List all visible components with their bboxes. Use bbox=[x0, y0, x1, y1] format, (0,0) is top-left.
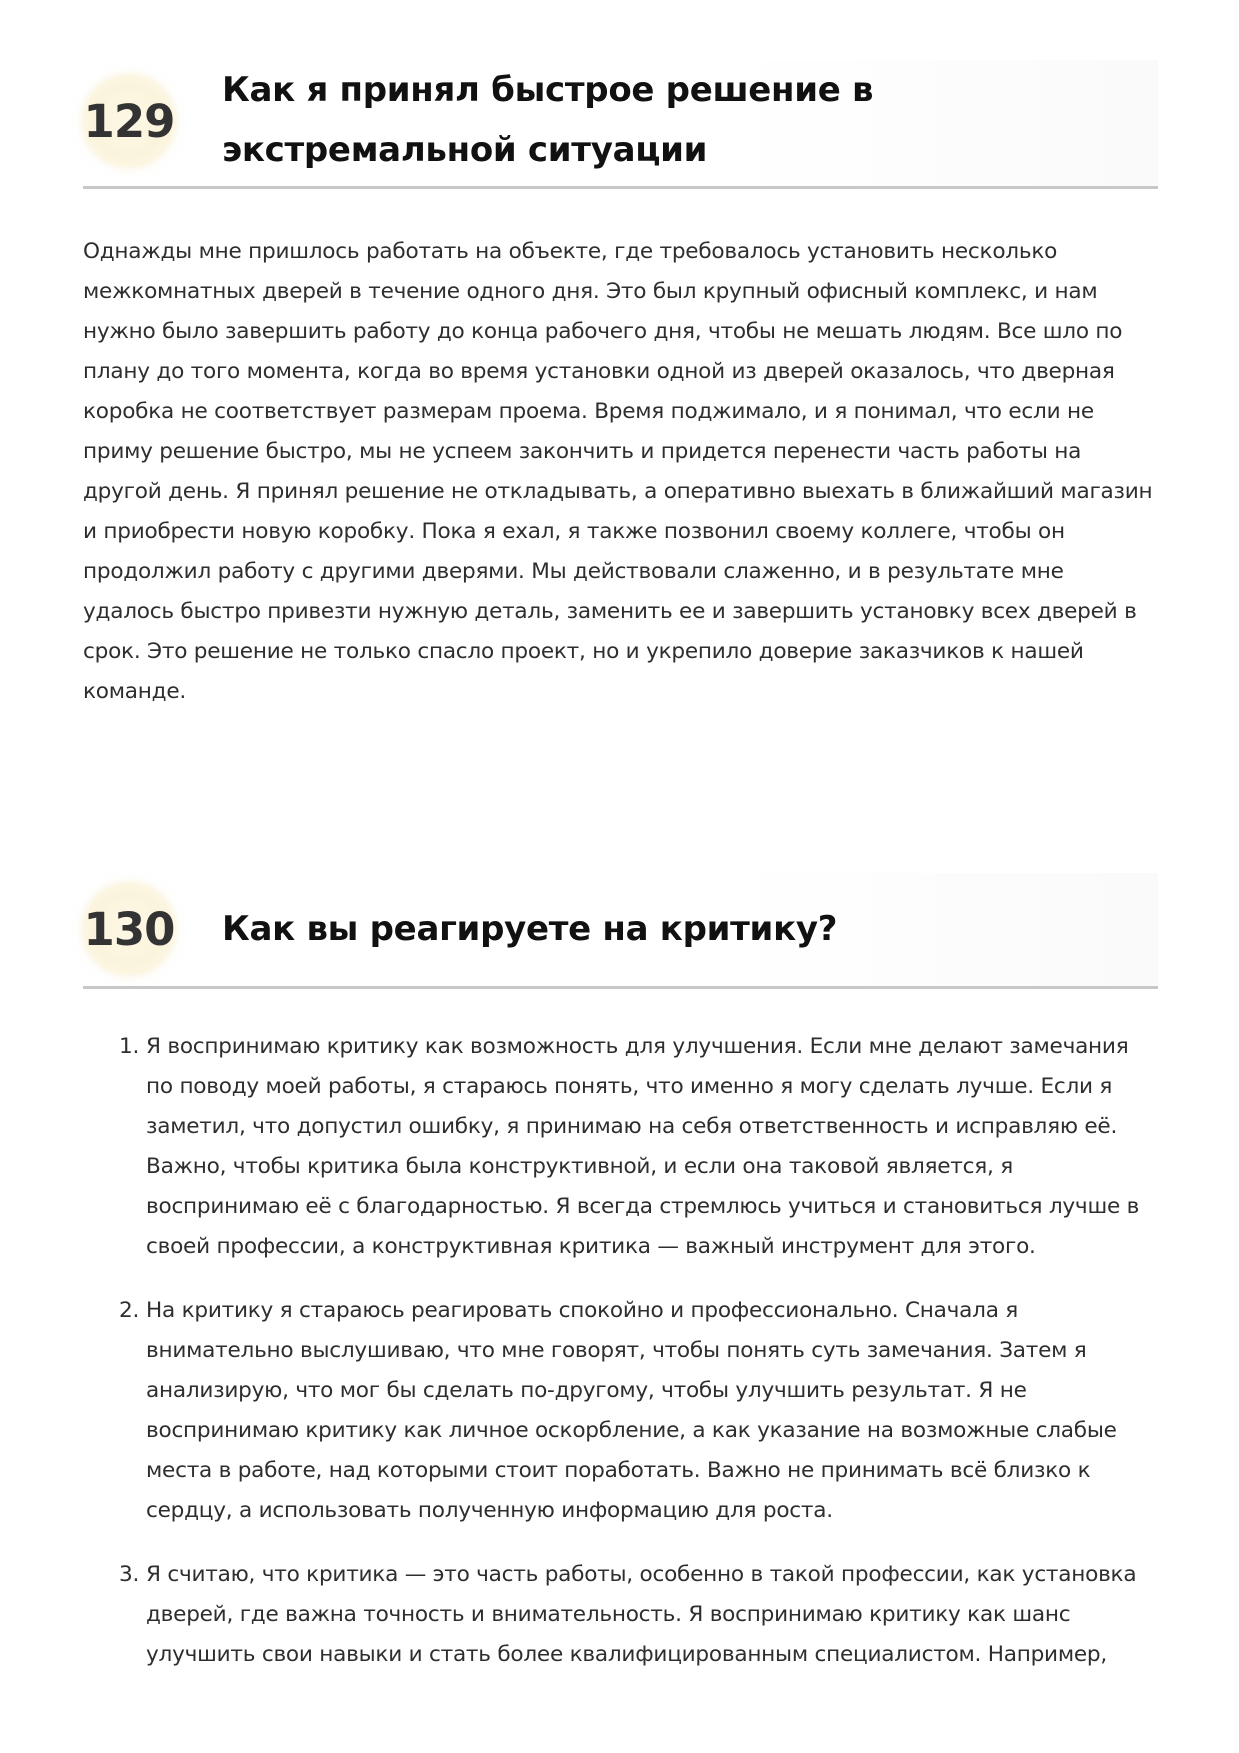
question-number-badge bbox=[83, 883, 175, 975]
list-item bbox=[83, 1027, 1158, 1267]
list-item bbox=[83, 1555, 1158, 1675]
question-section-129 bbox=[83, 60, 1158, 712]
question-title: Как вы реагируете на критику? bbox=[222, 909, 838, 949]
list-marker: 3. bbox=[119, 1562, 140, 1587]
question-number: 129 bbox=[83, 94, 175, 148]
question-title: Как я принял быстрое решение в экстремальной ситуации bbox=[222, 70, 874, 170]
question-header bbox=[83, 873, 1158, 989]
question-section-130 bbox=[83, 873, 1158, 1699]
question-header bbox=[83, 60, 1158, 189]
question-number: 130 bbox=[83, 902, 175, 956]
answer-paragraph: Однажды мне пришлось работать на объекте, где требовалось установить несколько межкомнатных дверей в течение одного дня. Это был крупный офисный комплекс, и нам нужно было завершить работу до конца рабочего дня, чтобы не мешать людям. Все шло по плану до того момента, когда во время установки одной из дверей оказалось, что дверная коробка не соответствует размерам проема. Время поджимало, и я понимал, что если не приму решение быстро, мы не успеем закончить и придется перенести часть работы на другой день. Я принял решение не откладывать, а оперативно выехать в ближайший магазин и приобрести новую коробку. Пока я ехал, я также позвонил своему коллеге, чтобы он продолжил работу с другими дверями. Мы действовали слаженно, и в результате мне удалось быстро привезти нужную деталь, заменить ее и завершить установку всех дверей в срок. Это решение не только спасло проект, но и укрепило доверие заказчиков к нашей команде. bbox=[83, 239, 1153, 704]
list-item bbox=[83, 1291, 1158, 1531]
list-item-text: На критику я стараюсь реагировать спокойно и профессионально. Сначала я внимательно выслушиваю, что мне говорят, чтобы понять суть замечания. Затем я анализирую, что мог бы сделать по-другому, чтобы улучшить результат. Я не воспринимаю критику как личное оскорбление, а как указание на возможные слабые места в работе, над которыми стоит поработать. Важно не принимать всё близко к сердцу, а использовать полученную информацию для роста. bbox=[146, 1298, 1117, 1523]
list-item-text: Я воспринимаю критику как возможность для улучшения. Если мне делают замечания по поводу моей работы, я стараюсь понять, что именно я могу сделать лучше. Если я заметил, что допустил ошибку, я принимаю на себя ответственность и исправляю её. Важно, чтобы критика была конструктивной, и если она таковой является, я воспринимаю её с благодарностью. Я всегда стремлюсь учиться и становиться лучше в своей профессии, а конструктивная критика — важный инструмент для этого. bbox=[146, 1034, 1140, 1259]
list-marker: 2. bbox=[119, 1298, 140, 1323]
question-number-badge bbox=[83, 75, 175, 167]
list-marker: 1. bbox=[119, 1034, 140, 1059]
answer-list bbox=[83, 1027, 1158, 1675]
list-item-text: Я считаю, что критика — это часть работы, особенно в такой профессии, как установка дверей, где важна точность и внимательность. Я воспринимаю критику как шанс улучшить свои навыки и стать более квалифицированным специалистом. Например, bbox=[146, 1562, 1137, 1667]
